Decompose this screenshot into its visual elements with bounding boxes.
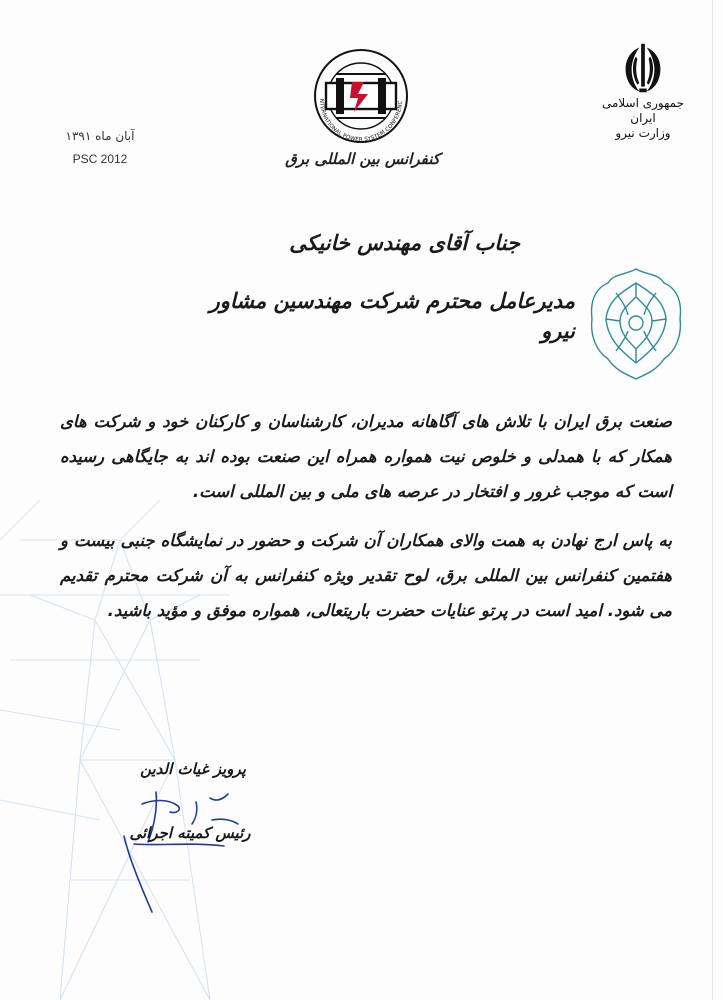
body-paragraph-2: به پاس ارج نهادن به همت والای همکاران آن شرکت و حضور در نمایشگاه جنبی بیست و هفتمین کنفرانس بین المللی برق، لوح تقدیر ویژه کنفرانس به آن شرکت محترم تقدیم می شود. امید است در پرتو عنایات حضرت باریتعالی، همواره موفق و مؤید باشید. — [60, 531, 672, 620]
emblem-line-country: جمهوری اسلامی ایران — [601, 96, 685, 125]
signatory-name: پرویز غیاث الدین — [140, 760, 246, 778]
conference-name: کنفرانس بین المللی برق — [285, 150, 440, 168]
event-code: PSC 2012 — [72, 152, 128, 166]
logo-ring-text: NTERNATIONAL POWER SYSTEM CONFERENC — [317, 98, 405, 144]
signatory-title: رئیس کمیته اجرائی — [129, 824, 251, 842]
body-paragraph-1: صنعت برق ایران با تلاش های آگاهانه مدیران، کارشناسان و کارکنان خود و شرکت های همکار که با همدلی و خلوص نیت همواره همراه این صنعت بوده اند به جایگاهی رسیده است که موجب غرور و افتخار در عرصه های ملی و بین المللی است. — [60, 412, 672, 501]
handwritten-signature — [112, 784, 262, 914]
letter-date: آبان ماه ۱۳۹۱ — [65, 129, 135, 143]
date-block — [60, 127, 140, 169]
iran-emblem-icon — [615, 40, 671, 96]
recipient-position: مدیرعامل محترم شرکت مهندسین مشاور نیرو — [209, 289, 575, 343]
islamic-ornament — [586, 263, 686, 383]
emblem-line-ministry: وزارت نیرو — [615, 126, 671, 140]
ministry-emblem-block — [588, 40, 698, 141]
psc-conference-logo — [306, 46, 416, 146]
letter-body — [60, 404, 672, 628]
salutation: جناب آقای مهندس خانیکی — [289, 231, 520, 255]
page-edge-line — [712, 0, 713, 1000]
